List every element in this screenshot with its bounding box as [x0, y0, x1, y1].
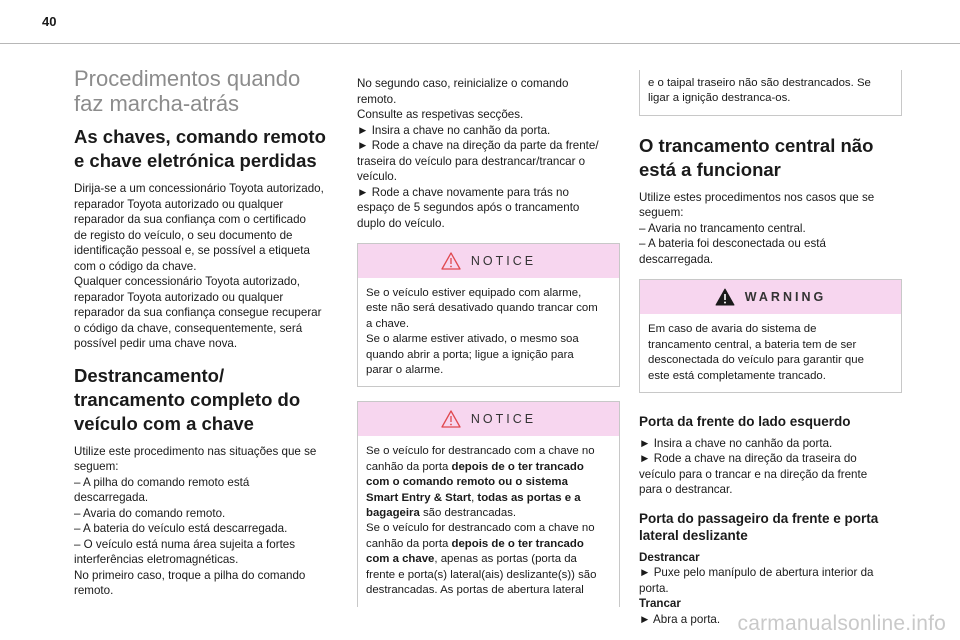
section-lost-keys-body: Dirija-se a um concessionário Toyota autorizado, reparador Toyota autorizado ou qualquer reparador da sua confiança com o certificado de registo do veículo, o seu documento de identificação pessoal e, se possível a etiqueta com o código da chave. Qualquer concessionário Toyota autorizado, reparador Toyota autorizado ou qualquer reparador da sua confiança consegue recuperar o código da chave, consequentemente, será possível pedir uma chave nova.: [74, 182, 324, 350]
column-2: [357, 76, 620, 607]
notice-text-part: , apenas as portas (porta da frente e porta(s) lateral(ais) deslizante(s)) são destrancadas. As portas de abertura lateral: [366, 553, 597, 597]
notice-continuation: e o taipal traseiro não são destrancados. Se ligar a ignição destranca-os.: [639, 70, 902, 116]
subsection-left-front-door-title: Porta da frente do lado esquerdo: [639, 413, 851, 429]
notice-bold-part: depois de o ter trancado com o comando remoto ou o sistema Smart Entry & Start: [366, 460, 584, 504]
subsection-passenger-door-title: Porta do passageiro da frente e porta lateral deslizante: [639, 510, 879, 543]
section-lost-keys-title: As chaves, comando remoto e chave eletrónica perdidas: [74, 126, 326, 171]
warning-label: WARNING: [744, 290, 827, 305]
page-number: 40: [42, 14, 57, 29]
lock-label: Trancar: [639, 597, 681, 611]
subsection-left-front-door-body: ► Insira a chave no canhão da porta. ► Rode a chave na direção da traseira do veículo para o trancar e na direção da frente para o destrancar.: [639, 436, 868, 497]
column-1: [74, 66, 337, 599]
warning-triangle-icon: [441, 252, 461, 270]
warning-text: Em caso de avaria do sistema de trancamento central, a bateria tem de ser desconectada do veículo para garantir que este está completamente trancado.: [648, 323, 864, 382]
warning-triangle-icon: [715, 288, 735, 306]
notice-bold-part: todas as portas e a bagageira: [366, 491, 581, 520]
section-central-locking-title: O trancamento central não está a funcionar: [639, 134, 874, 180]
notice-header: [358, 402, 619, 436]
notice-text-part: Se o veículo for destrancado com a chave no canhão da porta: [366, 445, 595, 473]
header-divider: [0, 43, 960, 44]
warning-header: [640, 280, 901, 314]
notice-header: [358, 244, 619, 278]
notice-box-unlock: [357, 401, 620, 606]
notice-text-part: ,: [471, 491, 478, 504]
unlock-label: Destrancar: [639, 550, 700, 564]
notice-alarm-text: Se o veículo estiver equipado com alarme, este não será desativado quando trancar com a chave. Se o alarme estiver ativado, o mesmo soa quando abrir a porta; ligue a ignição para parar o alarme.: [366, 287, 598, 377]
unlock-step: ► Puxe pelo manípulo de abertura interior da porta.: [639, 566, 874, 595]
column-3: [639, 70, 902, 627]
notice-bold-part: depois de o ter trancado com a chave: [366, 537, 584, 566]
notice-unlock-text: [358, 436, 619, 606]
chapter-title: Procedimentos quando faz marcha-atrás: [74, 66, 301, 116]
watermark-text: carmanualsonline.info: [737, 612, 946, 635]
notice-label: NOTICE: [470, 254, 537, 268]
warning-triangle-icon: [441, 410, 461, 428]
section-key-unlock-body: Utilize este procedimento nas situações que se seguem: – A pilha do comando remoto está descarregada. – Avaria do comando remoto. – A bateria do veículo está descarregada. – O veículo está numa área sujeita a fortes interferências eletromagnéticas. No primeiro caso, troque a pilha do comando remoto.: [74, 444, 317, 597]
section-central-locking-body: Utilize estes procedimentos nos casos que se seguem: – Avaria no trancamento central. – A bateria foi desconectada ou está descarregada.: [639, 190, 875, 266]
key-procedure-steps: No segundo caso, reinicialize o comando remoto. Consulte as respetivas secções. ► Insira a chave no canhão da porta. ► Rode a chave na direção da parte da frente/ traseira do veículo para destrancar/trancar o veículo. ► Rode a chave novamente para trás no espaço de 5 segundos após o trancamento duplo do veículo.: [357, 77, 599, 230]
notice-text-part: são destrancadas. Se o veículo for destrancado com a chave no canhão da porta: [366, 507, 595, 550]
notice-box-alarm: [357, 243, 620, 387]
lock-step: ► Abra a porta.: [639, 612, 721, 626]
notice-label: NOTICE: [470, 412, 537, 427]
warning-box: [639, 279, 902, 393]
section-key-unlock-title: Destrancamento/ trancamento completo do veículo com a chave: [74, 364, 301, 434]
